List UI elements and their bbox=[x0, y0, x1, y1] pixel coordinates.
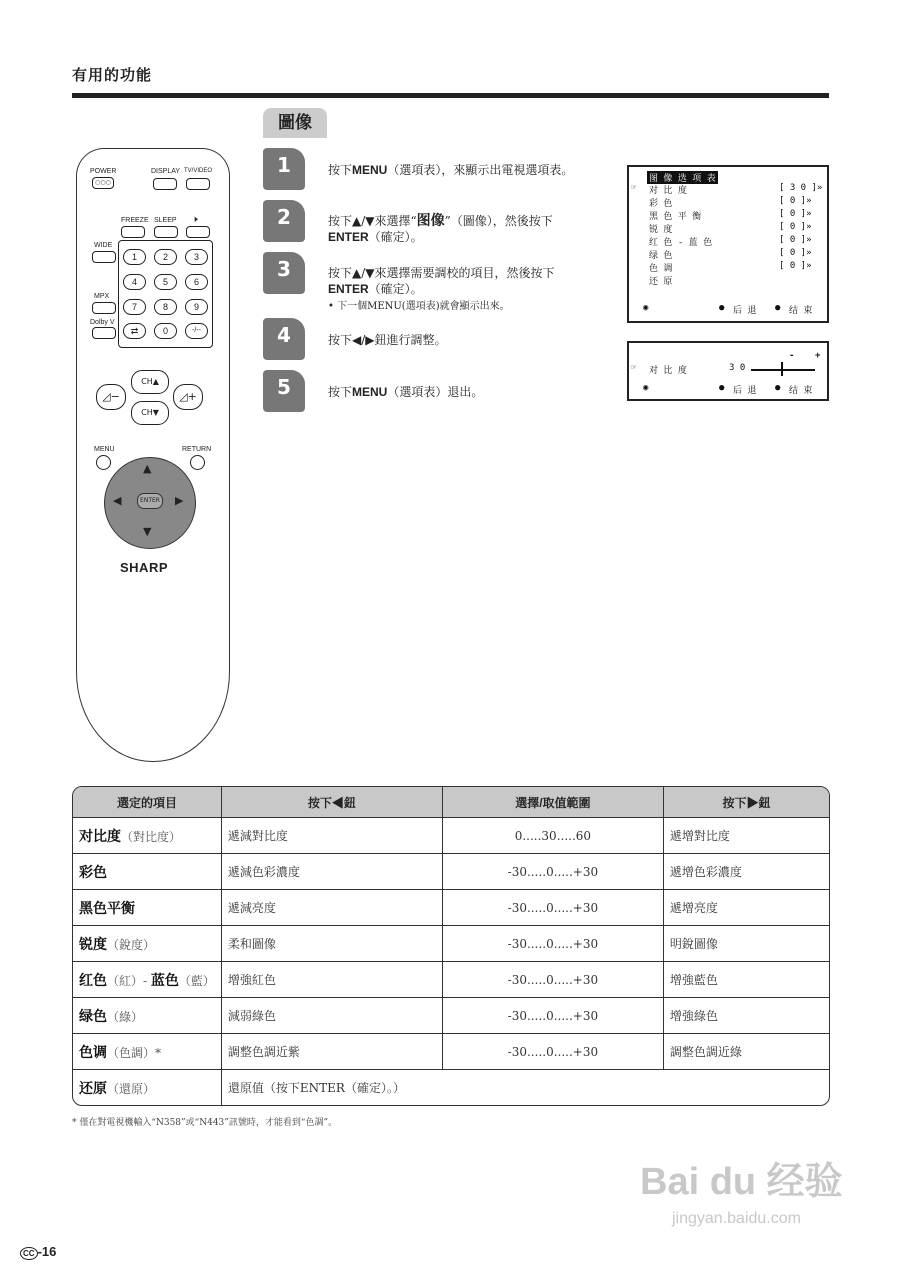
osd-value: [ 3 0 ]» bbox=[779, 183, 823, 193]
step-5-text: 按下MENU（選項表）退出。 bbox=[328, 385, 484, 399]
col-header: 按下▶鈕 bbox=[663, 787, 829, 818]
osd-back-label: 后 退 bbox=[733, 386, 757, 396]
table-row: 彩色 遞減色彩濃度 -30.....0.....+30 遞增色彩濃度 bbox=[73, 854, 829, 890]
osd-value: [ 0 ]» bbox=[779, 248, 812, 258]
num-5-button[interactable]: 5 bbox=[154, 274, 177, 290]
step-4-text: 按下◀/▶鈕進行調整。 bbox=[328, 333, 447, 347]
num-4-button[interactable]: 4 bbox=[123, 274, 146, 290]
tvvideo-label: TV/VIDEO bbox=[184, 168, 213, 174]
volume-down-button[interactable]: ◿− bbox=[96, 384, 126, 410]
osd-item: 还 原 bbox=[649, 277, 673, 287]
osd-menu-screen bbox=[627, 165, 829, 323]
osd-item: 绿 色 bbox=[649, 251, 673, 261]
menu-icon: ● bbox=[775, 383, 781, 393]
watermark-logo: Bai du 经验 bbox=[640, 1161, 843, 1203]
slider-minus: - bbox=[789, 351, 795, 361]
header-rule bbox=[72, 93, 829, 98]
dpad-up-arrow-icon[interactable]: ▲ bbox=[143, 462, 152, 475]
num-9-button[interactable]: 9 bbox=[185, 299, 208, 315]
table-row: 对比度（對比度） 遞減對比度 0.....30.....60 遞增對比度 bbox=[73, 818, 829, 854]
step-4-badge: 4 bbox=[263, 318, 305, 360]
dpad-down-arrow-icon[interactable]: ▼ bbox=[143, 525, 152, 538]
osd-item: 锐 度 bbox=[649, 225, 673, 235]
col-header: 按下◀鈕 bbox=[221, 787, 442, 818]
display-label: DISPLAY bbox=[151, 168, 181, 175]
brand-logo: SHARP bbox=[120, 560, 169, 575]
sleep-label: SLEEP bbox=[154, 217, 177, 224]
page-number: CC -16 bbox=[20, 1244, 56, 1260]
power-button[interactable]: ○○○ bbox=[92, 177, 114, 189]
osd-value: [ 0 ]» bbox=[779, 196, 812, 206]
table-row: 绿色（綠） 減弱綠色 -30.....0.....+30 增強綠色 bbox=[73, 998, 829, 1034]
volume-up-button[interactable]: ◿+ bbox=[173, 384, 203, 410]
osd-value: [ 0 ]» bbox=[779, 222, 812, 232]
mute-icon: 🕨 bbox=[192, 214, 198, 224]
table-row: 红色（紅）- 蓝色（藍） 增強紅色 -30.....0.....+30 增強藍色 bbox=[73, 962, 829, 998]
osd-end-label: 结 束 bbox=[789, 386, 813, 396]
table-header-row bbox=[73, 787, 829, 818]
step-3-text: 按下▲/▼來選擇需要調校的項目，然後按下 ENTER（確定）。 • 下一個MENU(選項表)就會顯示出來。 bbox=[328, 266, 555, 312]
osd-value: [ 0 ]» bbox=[779, 261, 812, 271]
step-1-text: 按下MENU（選項表），來顯示出電視選項表。 bbox=[328, 163, 574, 177]
osd-item: 色 调 bbox=[649, 264, 673, 274]
osd-back-label: 后 退 bbox=[733, 306, 757, 316]
num-6-button[interactable]: 6 bbox=[185, 274, 208, 290]
slider-track bbox=[751, 369, 815, 371]
pointer-hand-icon: ☞ bbox=[631, 183, 637, 193]
enter-button[interactable]: ENTER bbox=[137, 493, 163, 509]
step-3-badge: 3 bbox=[263, 252, 305, 294]
slider-plus: + bbox=[815, 351, 821, 361]
osd-item: 对 比 度 bbox=[649, 186, 687, 196]
menu-button[interactable] bbox=[96, 455, 111, 470]
tab-title: 圖像 bbox=[263, 108, 327, 138]
flashback-button[interactable]: ⇄ bbox=[123, 323, 146, 339]
slider-thumb bbox=[781, 362, 783, 376]
return-icon: ● bbox=[719, 303, 725, 313]
num-8-button[interactable]: 8 bbox=[154, 299, 177, 315]
osd-item: 彩 色 bbox=[649, 199, 673, 209]
channel-down-button[interactable]: CH▼ bbox=[131, 401, 169, 425]
table-row: 还原（還原） 還原值（按下ENTER（確定）。） bbox=[73, 1070, 829, 1106]
num-1-button[interactable]: 1 bbox=[123, 249, 146, 265]
section-title: 有用的功能 bbox=[72, 66, 153, 84]
num-0-button[interactable]: 0 bbox=[154, 323, 177, 339]
table-row: 黑色平衡 遞減亮度 -30.....0.....+30 遞增亮度 bbox=[73, 890, 829, 926]
col-header: 選擇/取值範圍 bbox=[442, 787, 663, 818]
osd-menu-title: 图 像 选 项 表 bbox=[647, 171, 718, 184]
footnote: * 僅在對電視機輸入“N358”或“N443”訊號時，才能看到“色調”。 bbox=[72, 1118, 338, 1128]
step-2-badge: 2 bbox=[263, 200, 305, 242]
freeze-button[interactable] bbox=[121, 226, 145, 238]
dpad-right-arrow-icon[interactable]: ▶ bbox=[175, 494, 184, 507]
osd-item: 黑 色 平 衡 bbox=[649, 212, 702, 222]
mute-button[interactable] bbox=[186, 226, 210, 238]
osd-slider-screen bbox=[627, 341, 829, 401]
table-row: 色调（色調）* 調整色調近紫 -30.....0.....+30 調整色調近綠 bbox=[73, 1034, 829, 1070]
num-3-button[interactable]: 3 bbox=[185, 249, 208, 265]
return-button[interactable] bbox=[190, 455, 205, 470]
menu-icon: ● bbox=[775, 303, 781, 313]
num-2-button[interactable]: 2 bbox=[154, 249, 177, 265]
dolby-button[interactable] bbox=[92, 327, 116, 339]
freeze-label: FREEZE bbox=[121, 217, 149, 224]
step-5-badge: 5 bbox=[263, 370, 305, 412]
step-1-badge: 1 bbox=[263, 148, 305, 190]
num-7-button[interactable]: 7 bbox=[123, 299, 146, 315]
table-row: 锐度（銳度） 柔和圖像 -30.....0.....+30 明銳圖像 bbox=[73, 926, 829, 962]
osd-end-label: 结 束 bbox=[789, 306, 813, 316]
osd-item: 红 色 - 蓝 色 bbox=[649, 238, 713, 248]
slider-label: 对 比 度 bbox=[649, 366, 687, 376]
display-button[interactable] bbox=[153, 178, 177, 190]
pointer-hand-icon: ☞ bbox=[631, 363, 637, 373]
menu-label: MENU bbox=[94, 446, 115, 453]
select-icon: ◉ bbox=[643, 383, 649, 393]
return-label: RETURN bbox=[182, 446, 212, 453]
wide-button[interactable] bbox=[92, 251, 116, 263]
page-badge: CC bbox=[20, 1247, 38, 1260]
channel-up-button[interactable]: CH▲ bbox=[131, 370, 169, 394]
slider-value: 3 0 bbox=[729, 363, 746, 373]
digit-mode-button[interactable]: -/-- bbox=[185, 323, 208, 339]
power-label: POWER bbox=[90, 168, 117, 175]
watermark-url: jingyan.baidu.com bbox=[672, 1210, 801, 1227]
tvvideo-button[interactable] bbox=[186, 178, 210, 190]
dolby-label: Dolby V bbox=[90, 319, 115, 326]
osd-value: [ 0 ]» bbox=[779, 235, 812, 245]
settings-table bbox=[72, 786, 830, 1106]
step-2-text: 按下▲/▼來選擇“图像”（圖像），然後按下 ENTER（確定）。 bbox=[328, 212, 553, 244]
mpx-button[interactable] bbox=[92, 302, 116, 314]
wide-label: WIDE bbox=[94, 242, 113, 249]
dpad-left-arrow-icon[interactable]: ◀ bbox=[113, 494, 122, 507]
col-header: 選定的項目 bbox=[73, 787, 221, 818]
select-icon: ◉ bbox=[643, 303, 649, 313]
return-icon: ● bbox=[719, 383, 725, 393]
mpx-label: MPX bbox=[94, 293, 110, 300]
osd-value: [ 0 ]» bbox=[779, 209, 812, 219]
sleep-button[interactable] bbox=[154, 226, 178, 238]
